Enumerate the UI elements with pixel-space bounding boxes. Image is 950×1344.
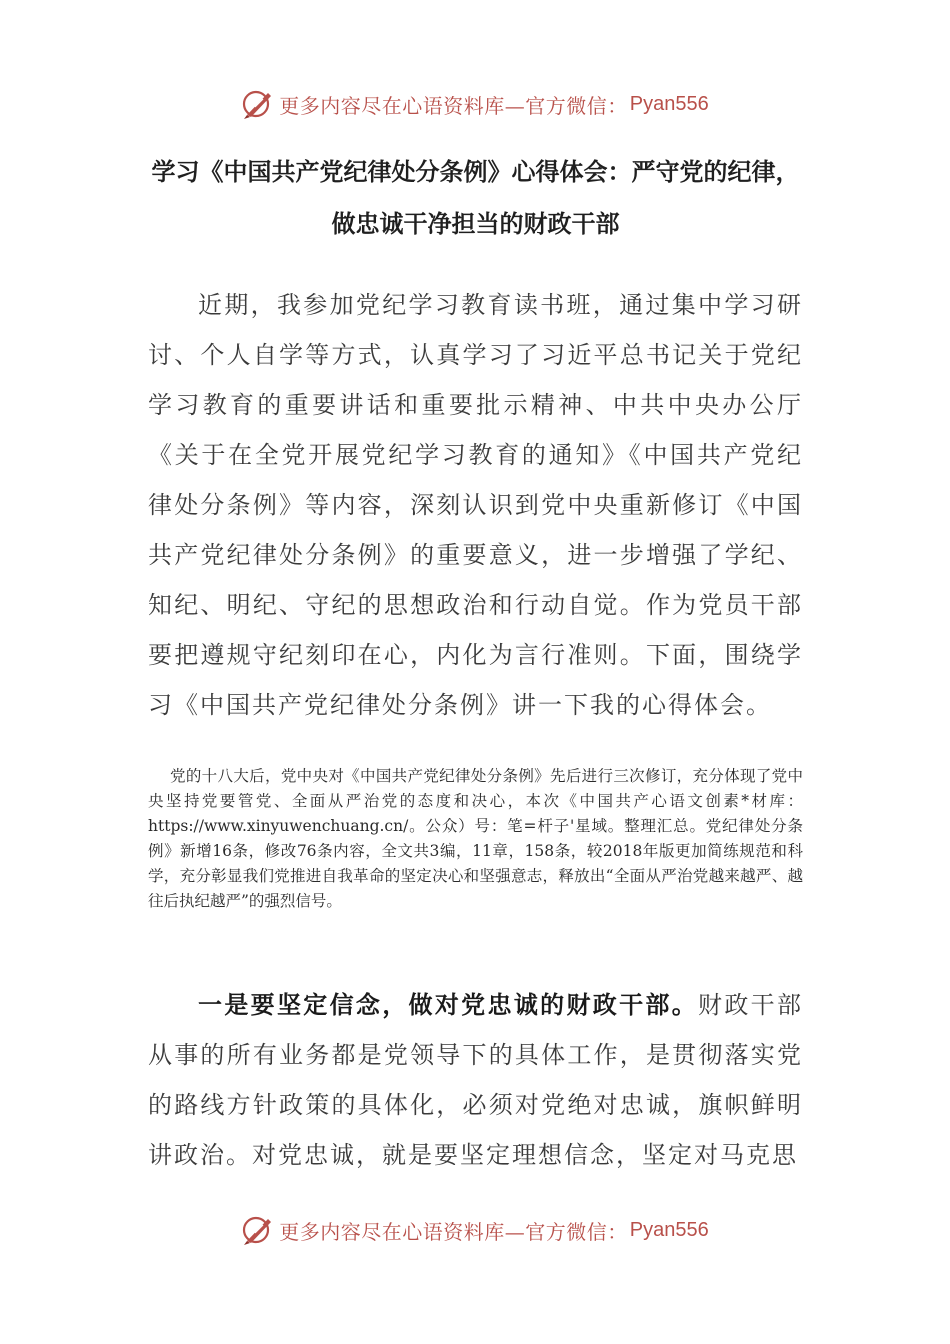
section-one-paragraph — [148, 980, 803, 1180]
header-banner — [0, 84, 950, 124]
quill-pen-logo-icon — [241, 87, 275, 121]
wechat-id: Pyan556 — [629, 92, 709, 115]
quill-pen-logo-icon — [241, 1213, 275, 1247]
intro-paragraph: 近期，我参加党纪学习教育读书班，通过集中学习研讨、个人自学等方式，认真学习了习近平总书记关于党纪学习教育的重要讲话和重要批示精神、中共中央办公厅《关于在全党开展党纪学习教育的通知》《中国共产党纪律处分条例》等内容，深刻认识到党中央重新修订《中国共产党纪律处分条例》的重要意义，进一步增强了学纪、知纪、明纪、守纪的思想政治和行动自觉。作为党员干部要把遵规守纪刻印在心，内化为言行准则。下面，围绕学习《中国共产党纪律处分条例》讲一下我的心得体会。 — [148, 291, 803, 719]
banner-text: 更多内容尽在心语资料库—官方微信： — [279, 93, 628, 118]
wechat-id: Pyan556 — [629, 1218, 709, 1241]
section-one-body: 财政干部从事的所有业务都是党领导下的具体工作，是贯彻落实党的路线方针政策的具体化，必须对党绝对忠诚，旗帜鲜明讲政治。对党忠诚，就是要坚定理想信念，坚定对马克思 — [148, 991, 804, 1169]
document-title: 学习《中国共产党纪律处分条例》心得体会：严守党的纪律，做忠诚干净担当的财政干部 — [151, 157, 800, 238]
banner-text: 更多内容尽在心语资料库—官方微信： — [279, 1219, 628, 1244]
section-one-lead: 一是要坚定信念，做对党忠诚的财政干部。 — [198, 990, 699, 1019]
footer-banner — [0, 1210, 950, 1250]
inserted-note-paragraph: 党的十八大后，党中央对《中国共产党纪律处分条例》先后进行三次修订，充分体现了党中央坚持党要管党、全面从严治党的态度和决心，本次《中国共产心语文创素*材库：https://www.xinyuwenchuang.cn/。公众）号：笔=杆子'星域。整理汇总。党纪律处分条例》新增16条，修改76条内容，全文共3编，11章，158条，较2018年版更加简练规范和科学，充分彰显我们党推进自我革命的坚定决心和坚强意志，释放出“全面从严治党越来越严、越往后执纪越严”的强烈信号。 — [148, 767, 803, 910]
